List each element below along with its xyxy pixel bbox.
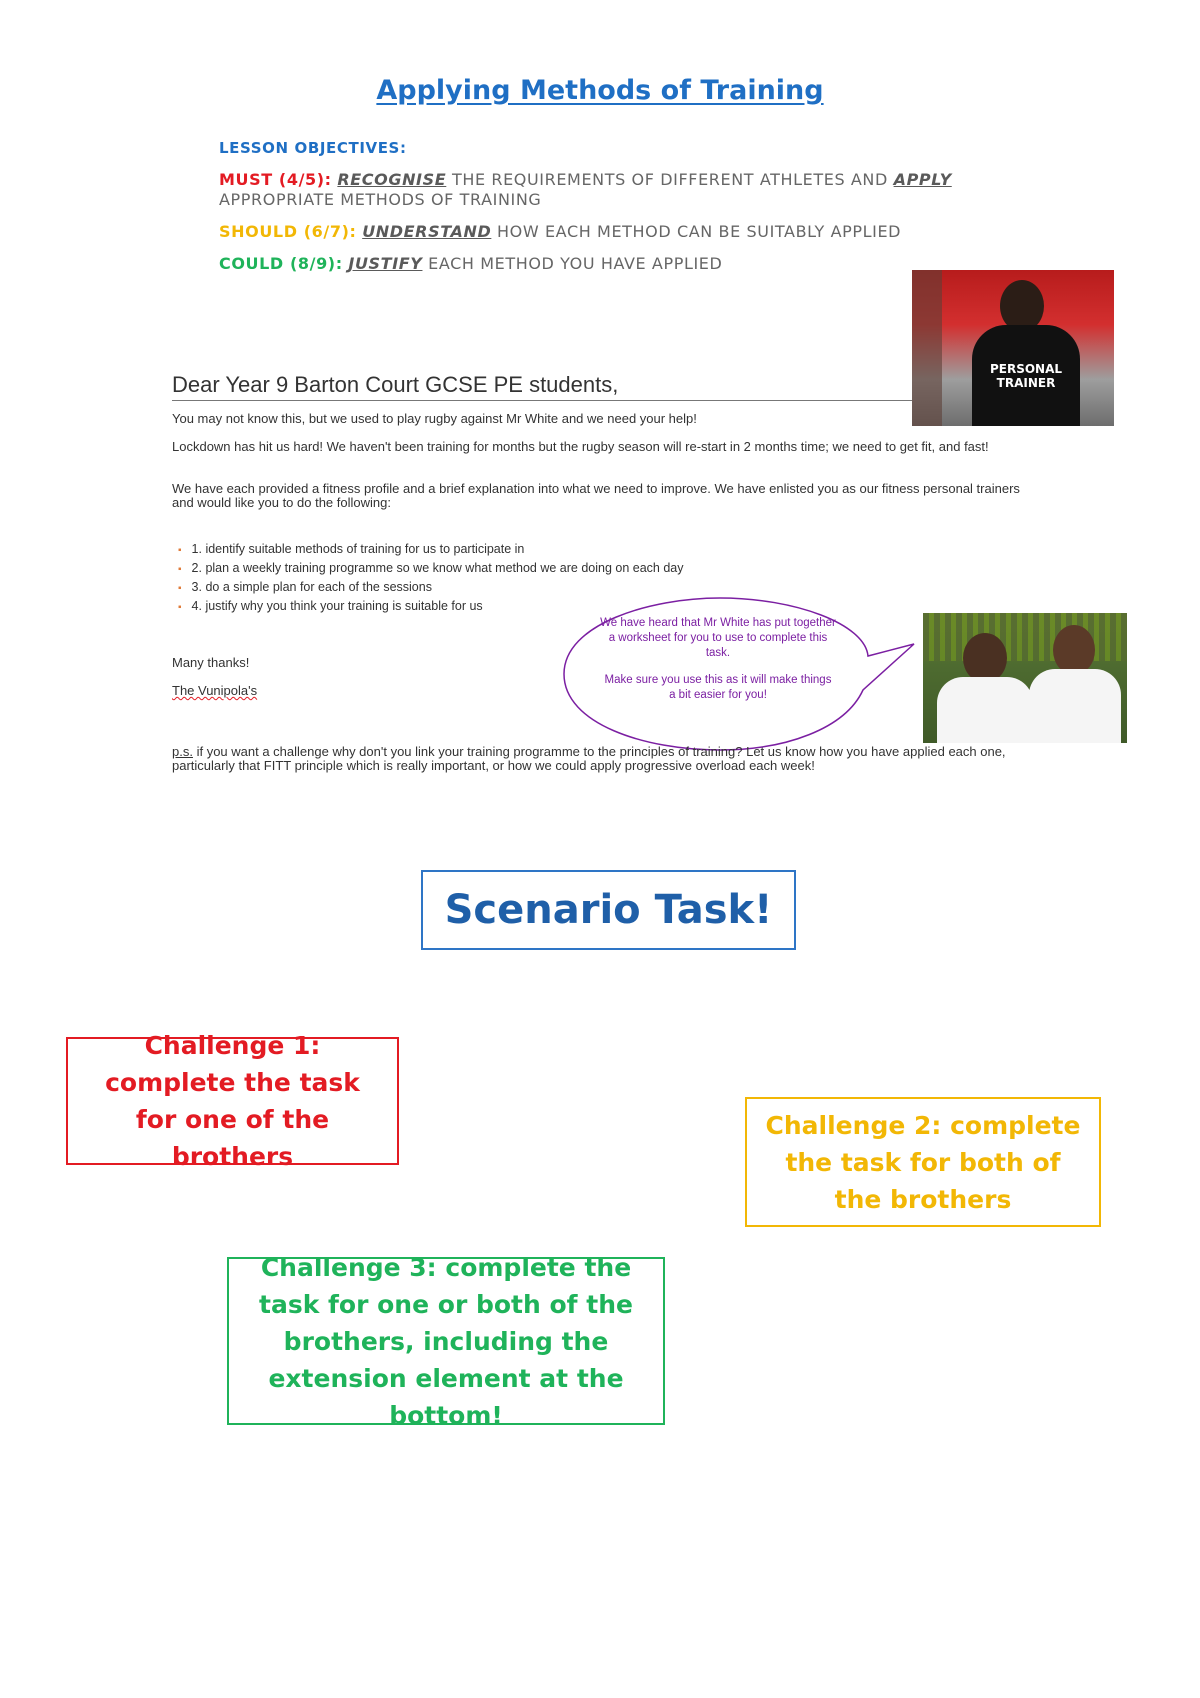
could-verb: JUSTIFY: [348, 254, 423, 273]
could-text: EACH METHOD YOU HAVE APPLIED: [422, 254, 723, 273]
objective-should: [219, 222, 979, 242]
should-verb: UNDERSTAND: [362, 222, 492, 241]
list-item: ▪ 1. identify suitable methods of training for us to participate in: [178, 542, 525, 556]
trainer-shirt-text: PERSONAL TRAINER: [989, 362, 1063, 390]
letter-paragraph-2: Lockdown has hit us hard! We haven't been training for months but the rugby season will re-start in 2 months time; we need to get fit, and fast!: [172, 439, 989, 454]
must-verb2: APPLY: [893, 170, 952, 189]
letter-signoff: The Vunipola's: [172, 683, 258, 698]
must-text1: THE REQUIREMENTS OF DIFFERENT ATHLETES AND: [446, 170, 894, 189]
personal-trainer-photo: [912, 270, 1114, 426]
scenario-task-box: Scenario Task!: [421, 870, 796, 950]
lesson-objectives: [219, 138, 979, 286]
bubble-line-2: Make sure you use this as it will make things a bit easier for you!: [604, 674, 832, 701]
should-level: SHOULD (6/7):: [219, 222, 357, 241]
list-item: ▪ 4. justify why you think your training is suitable for us: [178, 599, 483, 613]
list-item: ▪ 3. do a simple plan for each of the sessions: [178, 580, 432, 594]
letter-ps: p.s. if you want a challenge why don't you link your training programme to the principles of training? Let us know how you have applied each one, particularly that FITT principle which is really important, or how we could apply progressive overload each week!: [172, 744, 1006, 773]
letter-paragraph-3: We have each provided a fitness profile and a brief explanation into what we need to improve. We have enlisted you as our fitness personal trainers and would like you to do the following:: [172, 481, 1020, 510]
list-item: ▪ 2. plan a weekly training programme so we know what method we are doing on each day: [178, 561, 684, 575]
must-level: MUST (4/5):: [219, 170, 332, 189]
rugby-players-photo: [923, 613, 1127, 743]
page-title: Applying Methods of Training: [376, 75, 824, 106]
objective-could: [219, 254, 979, 274]
must-text2: APPROPRIATE METHODS OF TRAINING: [219, 190, 542, 209]
could-level: COULD (8/9):: [219, 254, 343, 273]
letter-greeting: Dear Year 9 Barton Court GCSE PE students,: [172, 372, 912, 401]
challenge-3-box: Challenge 3: complete the task for one or both of the brothers, including the extension element at the bottom!: [227, 1257, 665, 1425]
objective-must: [219, 170, 979, 210]
challenge-1-box: Challenge 1: complete the task for one of the brothers: [66, 1037, 399, 1165]
challenge-2-box: Challenge 2: complete the task for both of the brothers: [745, 1097, 1101, 1227]
must-verb: RECOGNISE: [337, 170, 447, 189]
objectives-heading: LESSON OBJECTIVES:: [219, 139, 407, 157]
bubble-text: [600, 616, 836, 703]
letter-thanks: Many thanks!: [172, 655, 250, 670]
should-text: HOW EACH METHOD CAN BE SUITABLY APPLIED: [491, 222, 902, 241]
letter-paragraph-1: You may not know this, but we used to play rugby against Mr White and we need your help!: [172, 411, 697, 426]
bubble-line-1: We have heard that Mr White has put together a worksheet for you to use to complete this task.: [600, 617, 836, 659]
